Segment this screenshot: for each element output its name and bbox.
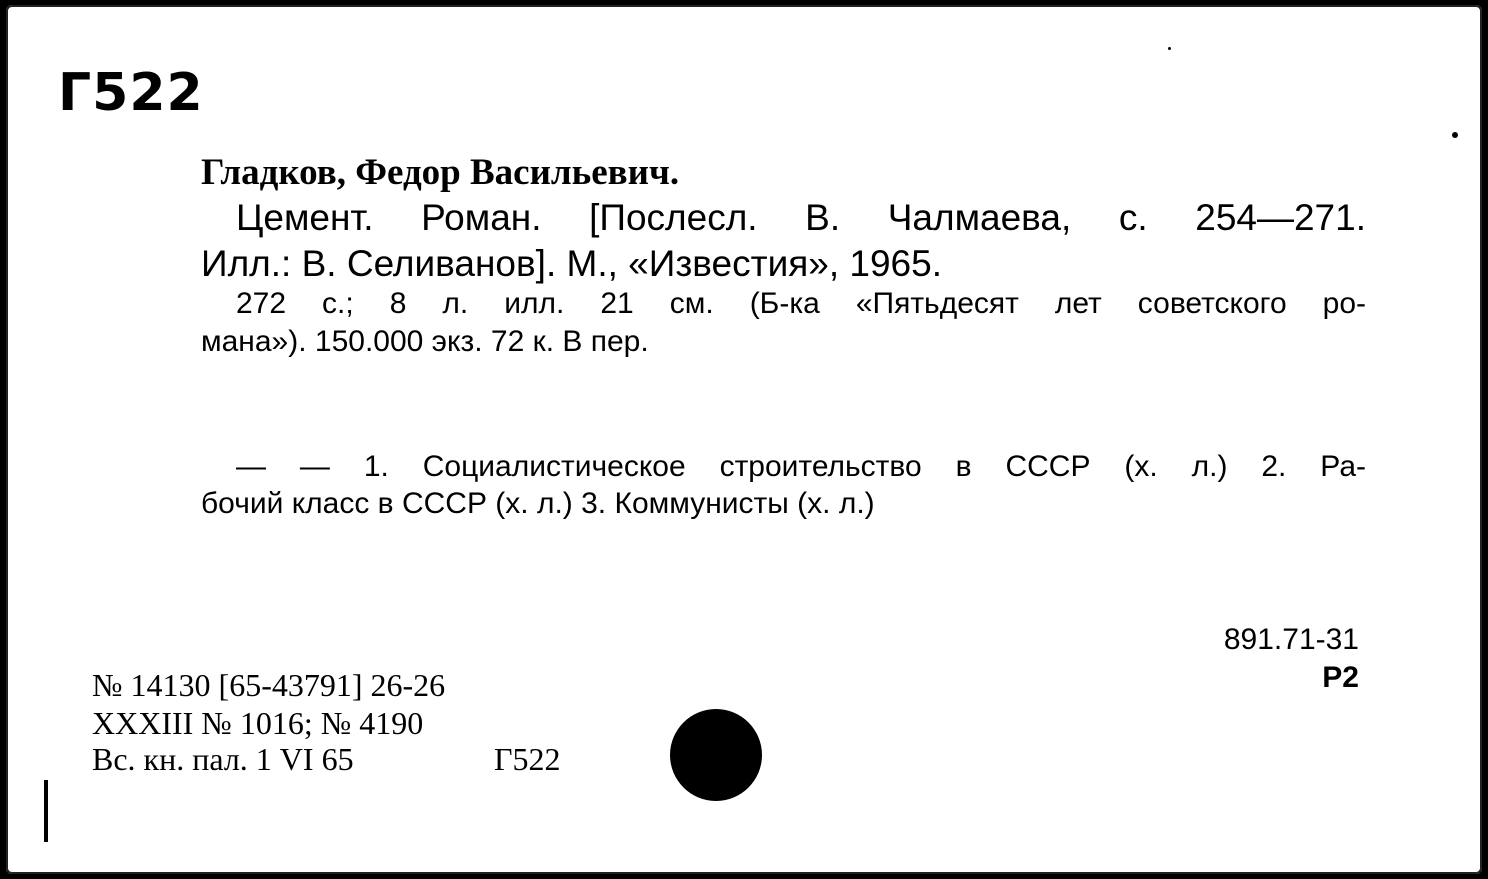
subjects-line-2: бочий класс в СССР (х. л.) 3. Коммунисты (х. л.)	[201, 487, 875, 520]
footer-line-2: XXXIII № 1016; № 4190	[92, 705, 424, 741]
edge-mark	[44, 780, 48, 842]
description-line-1: 272 с.; 8 л. илл. 21 см. (Б-ка «Пятьдесят лет советского ро-	[236, 287, 1366, 320]
punch-hole	[670, 709, 762, 801]
footer-call-number: Г522	[494, 741, 561, 777]
title-line-2: Илл.: В. Селиванов]. М., «Известия», 1965.	[201, 243, 942, 284]
speck-mark	[1168, 47, 1171, 50]
classification-index: Р2	[1322, 661, 1359, 694]
footer-line-3: Вс. кн. пал. 1 VI 65	[92, 741, 354, 777]
subjects-line-1: — — 1. Социалистическое строительство в СССР (х. л.) 2. Ра-	[236, 450, 1366, 483]
call-number: Г522	[58, 63, 204, 123]
description-line-2: мана»). 150.000 экз. 72 к. В пер.	[201, 325, 649, 358]
speck-mark	[1452, 132, 1458, 138]
classification-code: 891.71-31	[1223, 623, 1359, 656]
catalog-card	[6, 5, 1482, 874]
author-heading: Гладков, Федор Васильевич.	[201, 152, 680, 193]
footer-line-1: № 14130 [65-43791] 26-26	[92, 667, 446, 703]
title-line-1: Цемент. Роман. [Послесл. В. Чалмаева, с. 254—271.	[236, 197, 1366, 238]
